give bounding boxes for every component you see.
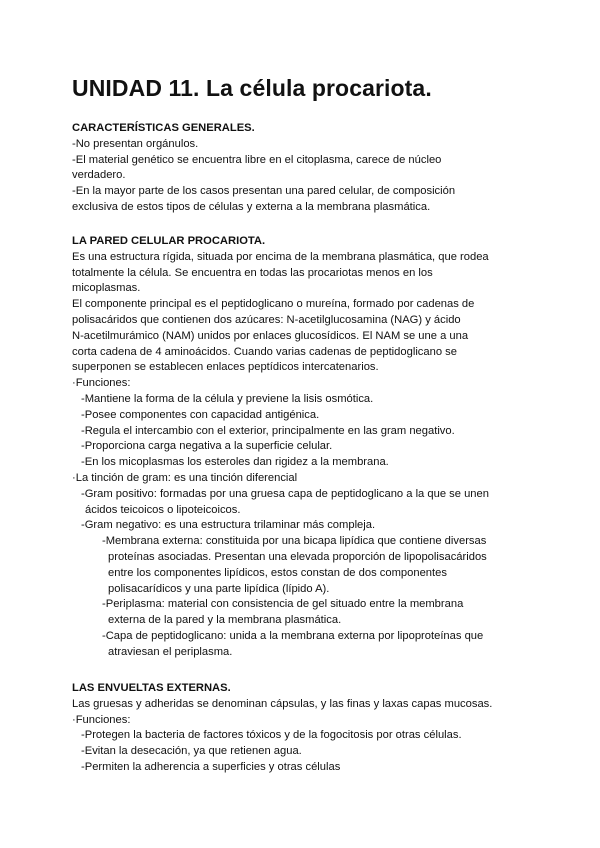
gram-positivo-line: -Gram positivo: formadas por una gruesa capa de peptidoglicano a la que se unen xyxy=(81,487,489,500)
membrana-externa-line: -Membrana externa: constituida por una bicapa lipídica que contiene diversas xyxy=(102,535,487,548)
list-item: -Permiten la adherencia a superficies y otras células xyxy=(81,760,341,773)
gram-positivo-line: ácidos teicoicos o lipoteicoicos. xyxy=(85,503,241,516)
section-heading: LA PARED CELULAR PROCARIOTA. xyxy=(72,235,266,247)
list-item: -Posee componentes con capacidad antigénica. xyxy=(81,408,320,421)
periplasma-line: externa de la pared y la membrana plasmática. xyxy=(108,614,342,627)
text-line: Es una estructura rígida, situada por encima de la membrana plasmática, que rodea xyxy=(72,250,489,263)
section-caracteristicas xyxy=(72,121,542,216)
periplasma-line: -Periplasma: material con consistencia de gel situado entre la membrana xyxy=(102,598,464,611)
section-pared-celular xyxy=(72,234,542,661)
funciones-label: ·Funciones: xyxy=(72,377,131,390)
capa-peptidoglicano-line: atraviesan el periplasma. xyxy=(108,645,233,658)
list-item: -Regula el intercambio con el exterior, principalmente en las gram negativo. xyxy=(81,424,455,437)
list-item: -Evitan la desecación, ya que retienen agua. xyxy=(81,745,302,758)
text-line: totalmente la célula. Se encuentra en todas las procariotas menos en los xyxy=(72,266,433,279)
text-line: polisacáridos que contienen dos azúcares: N-acetilglucosamina (NAG) y ácido xyxy=(72,313,461,326)
membrana-externa-line: polisacarídicos y una parte lipídica (lípido A). xyxy=(108,582,330,595)
text-line: micoplasmas. xyxy=(72,282,141,295)
text-line: -El material genético se encuentra libre en el citoplasma, carece de núcleo xyxy=(72,153,442,166)
text-line: corta cadena de 4 aminoácidos. Cuando varias cadenas de peptidoglicano se xyxy=(72,345,457,358)
text-line: exclusiva de estos tipos de células y externa a la membrana plasmática. xyxy=(72,200,431,213)
list-item: -Proporciona carga negativa a la superficie celular. xyxy=(81,440,333,453)
list-item: -Protegen la bacteria de factores tóxicos y de la fogocitosis por otras células. xyxy=(81,729,462,742)
list-item: -En los micoplasmas los esteroles dan rigidez a la membrana. xyxy=(81,456,389,469)
text-line: El componente principal es el peptidoglicano o mureína, formado por cadenas de xyxy=(72,298,475,311)
gram-negativo-line: -Gram negativo: es una estructura trilaminar más compleja. xyxy=(81,519,376,532)
text-line: superponen se establecen enlaces peptídicos intercatenarios. xyxy=(72,361,379,374)
membrana-externa-line: proteínas asociadas. Presentan una elevada proporción de lipopolisacáridos xyxy=(108,550,487,563)
section-envueltas-externas xyxy=(72,681,542,776)
capa-peptidoglicano-line: -Capa de peptidoglicano: unida a la membrana externa por lipoproteínas que xyxy=(102,629,484,642)
section-heading: CARACTERÍSTICAS GENERALES. xyxy=(72,122,255,134)
list-item: -Mantiene la forma de la célula y previene la lisis osmótica. xyxy=(81,392,374,405)
text-line: N-acetilmurámico (NAM) unidos por enlaces glucosídicos. El NAM se une a una xyxy=(72,329,469,342)
tincion-label: ·La tinción de gram: es una tinción diferencial xyxy=(72,471,298,484)
page-title: UNIDAD 11. La célula procariota. xyxy=(72,75,432,101)
text-line: Las gruesas y adheridas se denominan cápsulas, y las finas y laxas capas mucosas. xyxy=(72,697,493,710)
section-heading: LAS ENVUELTAS EXTERNAS. xyxy=(72,682,231,694)
membrana-externa-line: entre los componentes lipídicos, estos constan de dos componentes xyxy=(108,566,447,579)
text-line: -En la mayor parte de los casos presentan una pared celular, de composición xyxy=(72,185,456,198)
text-line: -No presentan orgánulos. xyxy=(72,137,199,150)
text-line: verdadero. xyxy=(72,169,126,182)
funciones-label: ·Funciones: xyxy=(72,713,131,726)
